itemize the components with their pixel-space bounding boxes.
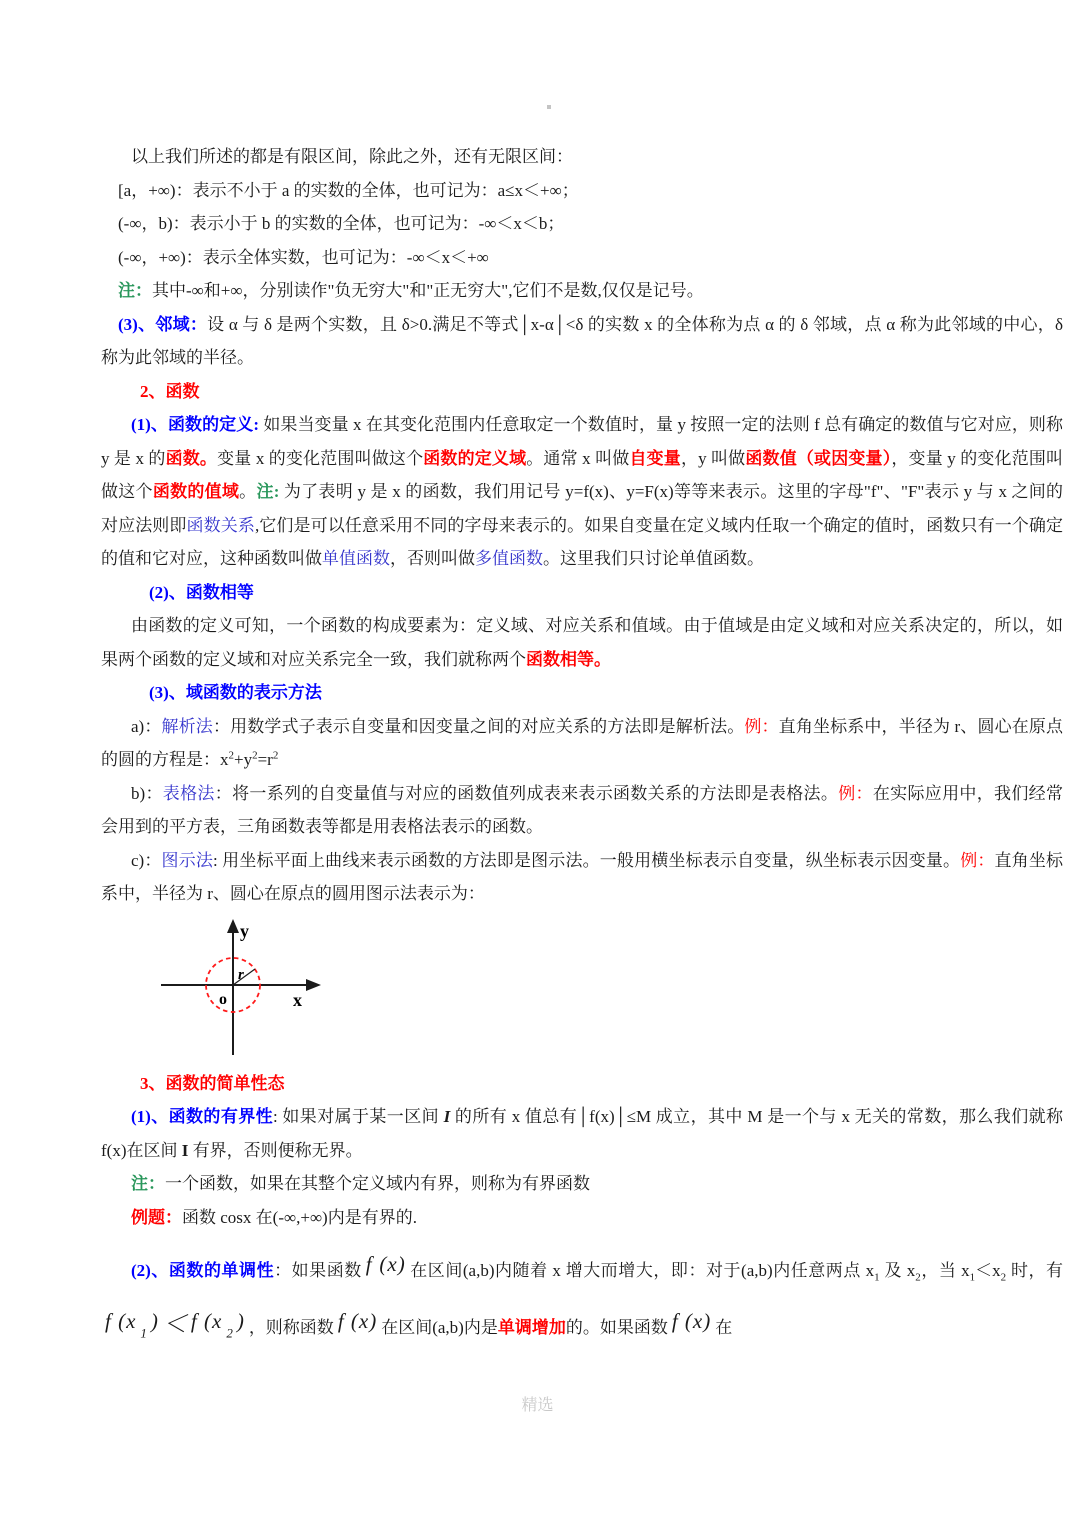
text-segment: 2 xyxy=(1000,1271,1007,1284)
para-infinite-intervals-intro xyxy=(101,140,1063,174)
text-flow-lower xyxy=(101,1067,1063,1356)
text-segment: 注： xyxy=(131,1174,165,1193)
text-segment: 的。如果函数 xyxy=(565,1318,668,1337)
text-segment: 由函数的定义可知，一个函数的构成要素为：定义域、对应关系和值域。由于值域是由定义域和对应关系决定的，所以，如果两个函数的定义域和对应关系完全一致，我们就称两个 xyxy=(101,616,1063,669)
note-infinity-symbols xyxy=(101,274,1063,308)
text-segment: 。通常 x 叫做 xyxy=(526,448,630,468)
text-flow-upper xyxy=(101,140,1063,911)
radius-label: r xyxy=(238,966,244,983)
text-segment: 2 xyxy=(228,749,234,762)
text-segment: 1 xyxy=(874,1271,880,1284)
note-bounded-function xyxy=(101,1167,1063,1201)
text-segment: 的所有 x 值总有│f(x)│≤M 成立，其中 M 是一个与 x 无关的常数，那么我们就称 f(x)在区间 xyxy=(101,1107,1063,1160)
text-segment: (-∞，b)：表示小于 b 的实数的全体，也可记为：-∞＜x＜b； xyxy=(118,214,565,233)
text-segment: ，否则叫做 xyxy=(390,549,475,568)
text-segment: 。这里我们只讨论单值函数。 xyxy=(543,549,764,568)
text-segment: (1)、函数的有界性 xyxy=(131,1107,274,1126)
circle-diagram xyxy=(160,917,328,1059)
heading-3-simple-properties xyxy=(101,1067,1063,1101)
text-segment: f (x xyxy=(105,1309,137,1333)
x-axis-label: x xyxy=(293,989,302,1010)
x-axis-arrowhead xyxy=(306,979,321,991)
y-axis-label: y xyxy=(240,920,249,941)
heading-function-equality xyxy=(101,576,1063,610)
text-segment: ，当 x xyxy=(920,1261,970,1280)
text-segment: 。 xyxy=(239,482,257,501)
y-axis-arrowhead xyxy=(227,919,239,933)
text-segment: [a，+∞)：表示不小于 a 的实数的全体，也可记为：a≤x＜+∞； xyxy=(118,180,579,200)
origin-label: o xyxy=(219,990,227,1008)
para-interval-all-reals xyxy=(101,241,1063,275)
para-boundedness xyxy=(101,1100,1063,1167)
text-segment: 函数相等。 xyxy=(526,649,611,669)
text-segment: f (x) xyxy=(671,1309,712,1333)
para-analytic-method xyxy=(101,710,1063,777)
text-segment: 2 xyxy=(915,1271,921,1284)
para-interval-a-plus-inf xyxy=(101,174,1063,208)
text-segment: 单值函数 xyxy=(322,549,390,568)
text-segment: b)： xyxy=(131,783,163,803)
text-segment: 函数。 xyxy=(165,448,218,468)
text-segment: (1)、函数的定义: xyxy=(131,415,259,434)
coordinate-plane-figure xyxy=(160,917,328,1059)
text-segment: I xyxy=(439,1107,455,1126)
text-segment: (-∞，+∞)：表示全体实数，也可记为：-∞＜x＜+∞ xyxy=(118,247,489,267)
stray-mark xyxy=(547,105,551,109)
para-table-method xyxy=(101,777,1063,844)
heading-function-representation xyxy=(101,676,1063,710)
text-segment: 时，有 xyxy=(1006,1261,1064,1280)
text-segment: 一个函数，如果在其整个定义域内有界，则称为有界函数 xyxy=(165,1174,590,1193)
text-segment: 函数的值域 xyxy=(152,482,240,501)
text-segment: (2)、函数相等 xyxy=(149,582,254,602)
text-segment: 注： xyxy=(118,281,152,300)
text-segment: 函数关系 xyxy=(186,515,255,535)
para-function-equality xyxy=(101,609,1063,676)
text-segment: c)： xyxy=(131,850,162,870)
text-segment: 在区间(a,b)内是 xyxy=(381,1318,498,1337)
text-segment: 自变量 xyxy=(629,448,681,468)
text-segment: ，则称函数 xyxy=(248,1318,334,1337)
text-segment: f (x) xyxy=(365,1252,406,1276)
text-segment: 函数的定义域 xyxy=(423,448,527,468)
para-neighborhood xyxy=(101,308,1063,375)
text-segment: ＜x xyxy=(975,1261,1001,1280)
text-segment: 函数值（或因变量） xyxy=(745,448,892,468)
text-segment: (2)、函数的单调性 xyxy=(131,1261,275,1280)
text-segment: 2 xyxy=(252,749,258,762)
text-segment: 直角坐标系中，半径为 r、圆心在原点的圆用图示法表示为： xyxy=(101,850,1064,903)
text-segment: 在实际应用中，我们经常会用到的平方表，三角函数表等都是用表格法表示的函数。 xyxy=(101,783,1064,836)
example-cosx xyxy=(101,1201,1063,1235)
text-segment: 为了表明 y 是 x 的函数，我们用记号 y=f(x)、y=F(x)等等来表示。这里的字母"f"、"F"表示 y 与 x 之间的对应法则即 xyxy=(101,482,1064,535)
text-segment: 以上我们所述的都是有限区间，除此之外，还有无限区间： xyxy=(131,147,573,166)
document-content xyxy=(101,140,1063,1355)
text-segment: ：将一系列的自变量值与对应的函数值列成表来表示函数关系的方法即是表格法。 xyxy=(214,783,839,803)
text-segment: ＜ xyxy=(162,1312,187,1338)
text-segment: 在区间(a,b)内随着 x 增大而增大，即：对于(a,b)内任意两点 x xyxy=(409,1261,875,1280)
para-monotonicity xyxy=(101,1242,1063,1355)
text-segment: 有界，否则便称无界。 xyxy=(192,1140,363,1160)
text-segment: 如果当变量 x 在其变化范围内任意取定一个数值时，量 y 按照一定的法则 f 总有确定的数值与它对应，则称 y 是 x 的 xyxy=(101,415,1064,468)
heading-2-function xyxy=(101,375,1063,409)
text-segment: ,它们是可以任意采用不同的字母来表示的。如果自变量在定义域内任取一个确定的值时，函数只有一个确定的值和它对应，这种函数叫做 xyxy=(101,515,1064,568)
text-segment: 例： xyxy=(838,783,873,803)
text-segment: (3)、邻域： xyxy=(118,314,208,334)
text-segment: 表格法 xyxy=(162,783,215,803)
para-function-definition xyxy=(101,408,1063,576)
text-segment: ，变量 y 的变化范围叫做这个 xyxy=(101,448,1064,501)
text-segment: ，y 叫做 xyxy=(680,448,746,468)
text-segment: 解析法 xyxy=(161,716,213,736)
text-segment: ：如果函数 xyxy=(274,1261,362,1280)
text-segment: 例： xyxy=(960,850,995,870)
text-segment: ：用数学式子表示自变量和因变量之间的对应关系的方法即是解析法。 xyxy=(212,716,745,736)
para-interval-minus-inf-b xyxy=(101,207,1063,241)
text-segment: ) xyxy=(236,1309,245,1333)
text-segment: 单调增加 xyxy=(497,1318,566,1337)
text-segment: 1 xyxy=(140,1325,147,1341)
text-segment: : 用坐标平面上曲线来表示函数的方法即是图示法。一般用横坐标表示自变量，纵坐标表示因变量。 xyxy=(213,850,961,870)
text-segment: (3)、域函数的表示方法 xyxy=(149,683,322,702)
text-segment: I xyxy=(177,1140,193,1160)
text-segment: 及 x xyxy=(879,1261,916,1280)
text-segment: f (x xyxy=(190,1309,223,1333)
text-segment: 其中-∞和+∞，分别读作"负无穷大"和"正无穷大",它们不是数,仅仅是记号。 xyxy=(152,281,704,300)
text-segment: 1 xyxy=(969,1271,976,1284)
text-segment: =r xyxy=(257,750,273,769)
text-segment: 注: xyxy=(256,482,280,501)
text-segment: 变量 x 的变化范围叫做这个 xyxy=(217,448,424,468)
text-segment: a)： xyxy=(131,716,162,736)
text-segment: 多值函数 xyxy=(475,549,543,568)
para-graph-method xyxy=(101,844,1063,911)
text-segment: 函数 cosx 在(-∞,+∞)内是有界的. xyxy=(182,1207,417,1227)
text-segment: 例： xyxy=(744,716,779,736)
text-segment: 在 xyxy=(715,1318,733,1337)
text-segment: 2、函数 xyxy=(140,381,200,401)
text-segment: : 如果对属于某一区间 xyxy=(273,1107,439,1126)
text-segment: 图示法 xyxy=(161,850,214,870)
text-segment: 设 α 与 δ 是两个实数，且 δ>0.满足不等式│x-α│<δ 的实数 x 的全体称为点 α 的 δ 邻域，点 α 称为此邻域的中心，δ 称为此邻域的半径。 xyxy=(101,314,1063,367)
text-segment: 3、函数的简单性态 xyxy=(140,1073,285,1093)
footer-watermark: 精选 xyxy=(521,1397,554,1414)
text-segment: 例题： xyxy=(131,1207,182,1227)
text-segment: 直角坐标系中，半径为 r、圆心在原点的圆的方程是：x xyxy=(101,716,1064,769)
radius-segment xyxy=(233,966,255,985)
text-segment: f (x) xyxy=(337,1309,378,1333)
text-segment: 2 xyxy=(226,1325,233,1341)
text-segment: +y xyxy=(234,750,253,769)
text-segment: 2 xyxy=(272,749,279,762)
text-segment: ) xyxy=(150,1309,159,1333)
